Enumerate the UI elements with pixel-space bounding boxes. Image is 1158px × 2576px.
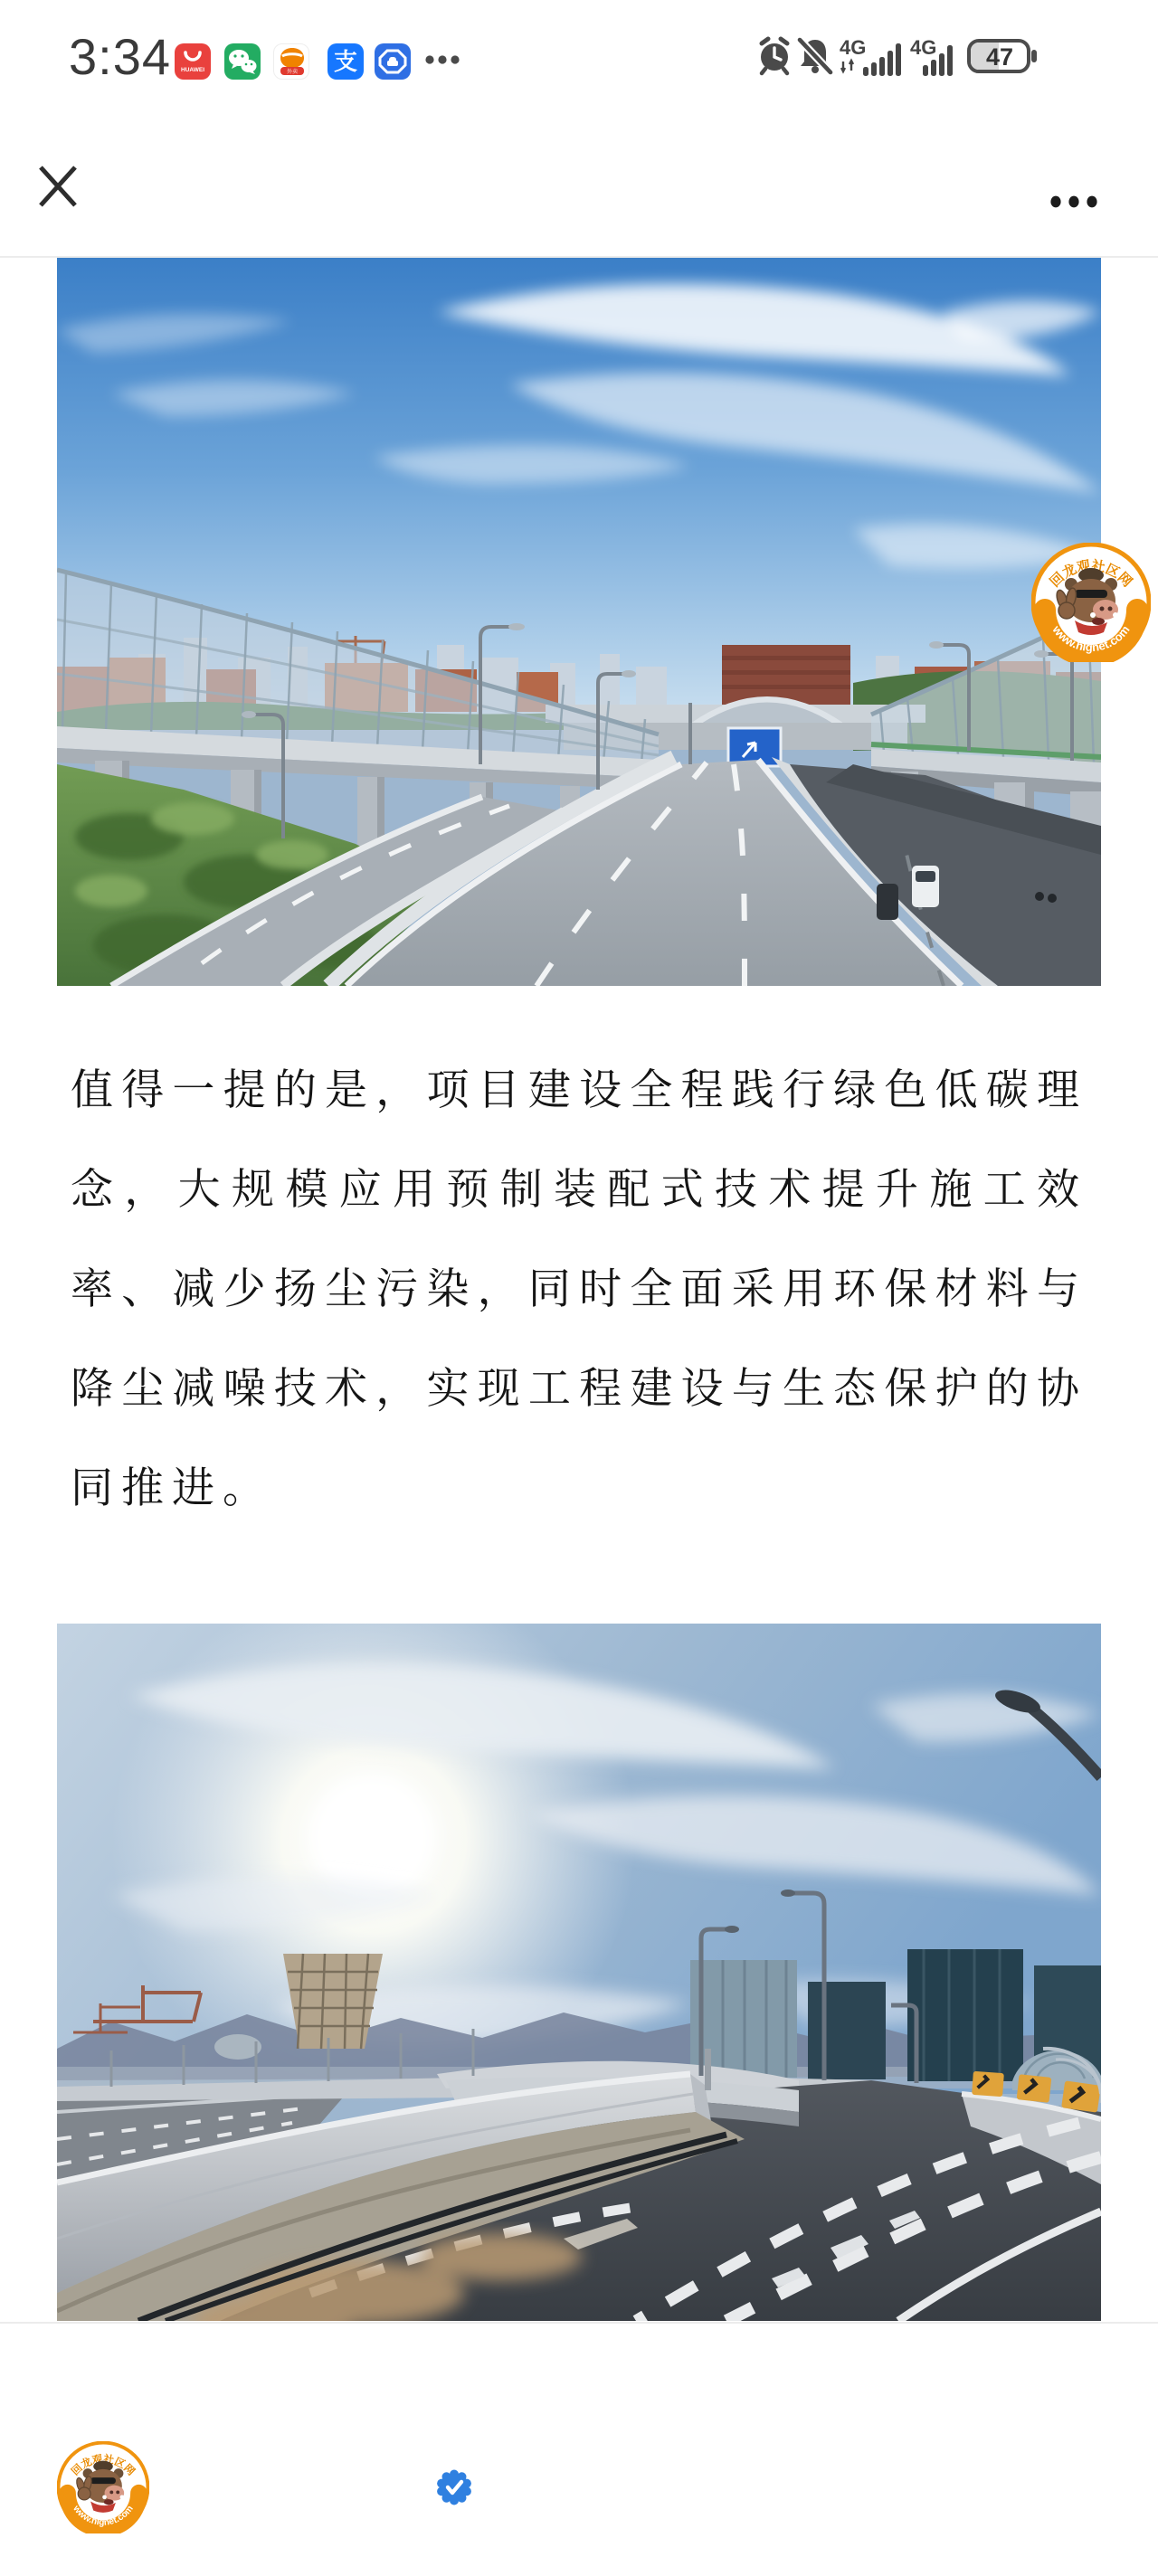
signal-4g-secondary-icon bbox=[910, 36, 963, 78]
article-photo-2[interactable] bbox=[57, 1624, 1101, 2321]
more-apps-icon bbox=[423, 52, 463, 67]
svg-text:4G: 4G bbox=[910, 36, 937, 59]
article-photo-1[interactable] bbox=[57, 258, 1101, 986]
svg-text:4G: 4G bbox=[840, 36, 867, 59]
svg-text:支: 支 bbox=[333, 48, 358, 75]
huawei-appgallery-icon bbox=[175, 43, 211, 80]
status-bar bbox=[0, 0, 1158, 83]
svg-text:47: 47 bbox=[985, 43, 1014, 71]
svg-text:HUAWEI: HUAWEI bbox=[181, 67, 204, 73]
more-icon[interactable] bbox=[1048, 192, 1104, 212]
alarm-icon bbox=[756, 36, 793, 76]
community-watermark-logo bbox=[1031, 543, 1151, 662]
svg-text:外卖: 外卖 bbox=[286, 70, 299, 75]
nav-bar bbox=[0, 136, 1158, 256]
clock-time: 3:34 bbox=[69, 28, 171, 85]
food-delivery-app-icon bbox=[273, 43, 309, 80]
mute-bell-icon bbox=[797, 36, 833, 76]
account-avatar[interactable] bbox=[57, 2441, 149, 2533]
bottom-divider bbox=[0, 2322, 1158, 2324]
battery-icon bbox=[967, 38, 1038, 74]
close-icon[interactable] bbox=[38, 166, 78, 207]
photo1-illustration bbox=[57, 258, 1101, 986]
article-paragraph: 值得一提的是，项目建设全程践行绿色低碳理念，大规模应用预制装配式技术提升施工效率、减少扬尘污染，同时全面采用环保材料与降尘减噪技术，实现工程建设与生态保护的协同推进。 bbox=[71, 1065, 1087, 1511]
alipay-icon bbox=[327, 43, 364, 80]
signal-4g-primary-icon bbox=[840, 36, 903, 78]
footer-bar bbox=[0, 2406, 1158, 2576]
photo2-illustration bbox=[57, 1624, 1101, 2321]
wechat-icon bbox=[224, 43, 261, 80]
verified-badge-icon bbox=[435, 2468, 473, 2506]
app-blocker-icon bbox=[375, 43, 411, 80]
